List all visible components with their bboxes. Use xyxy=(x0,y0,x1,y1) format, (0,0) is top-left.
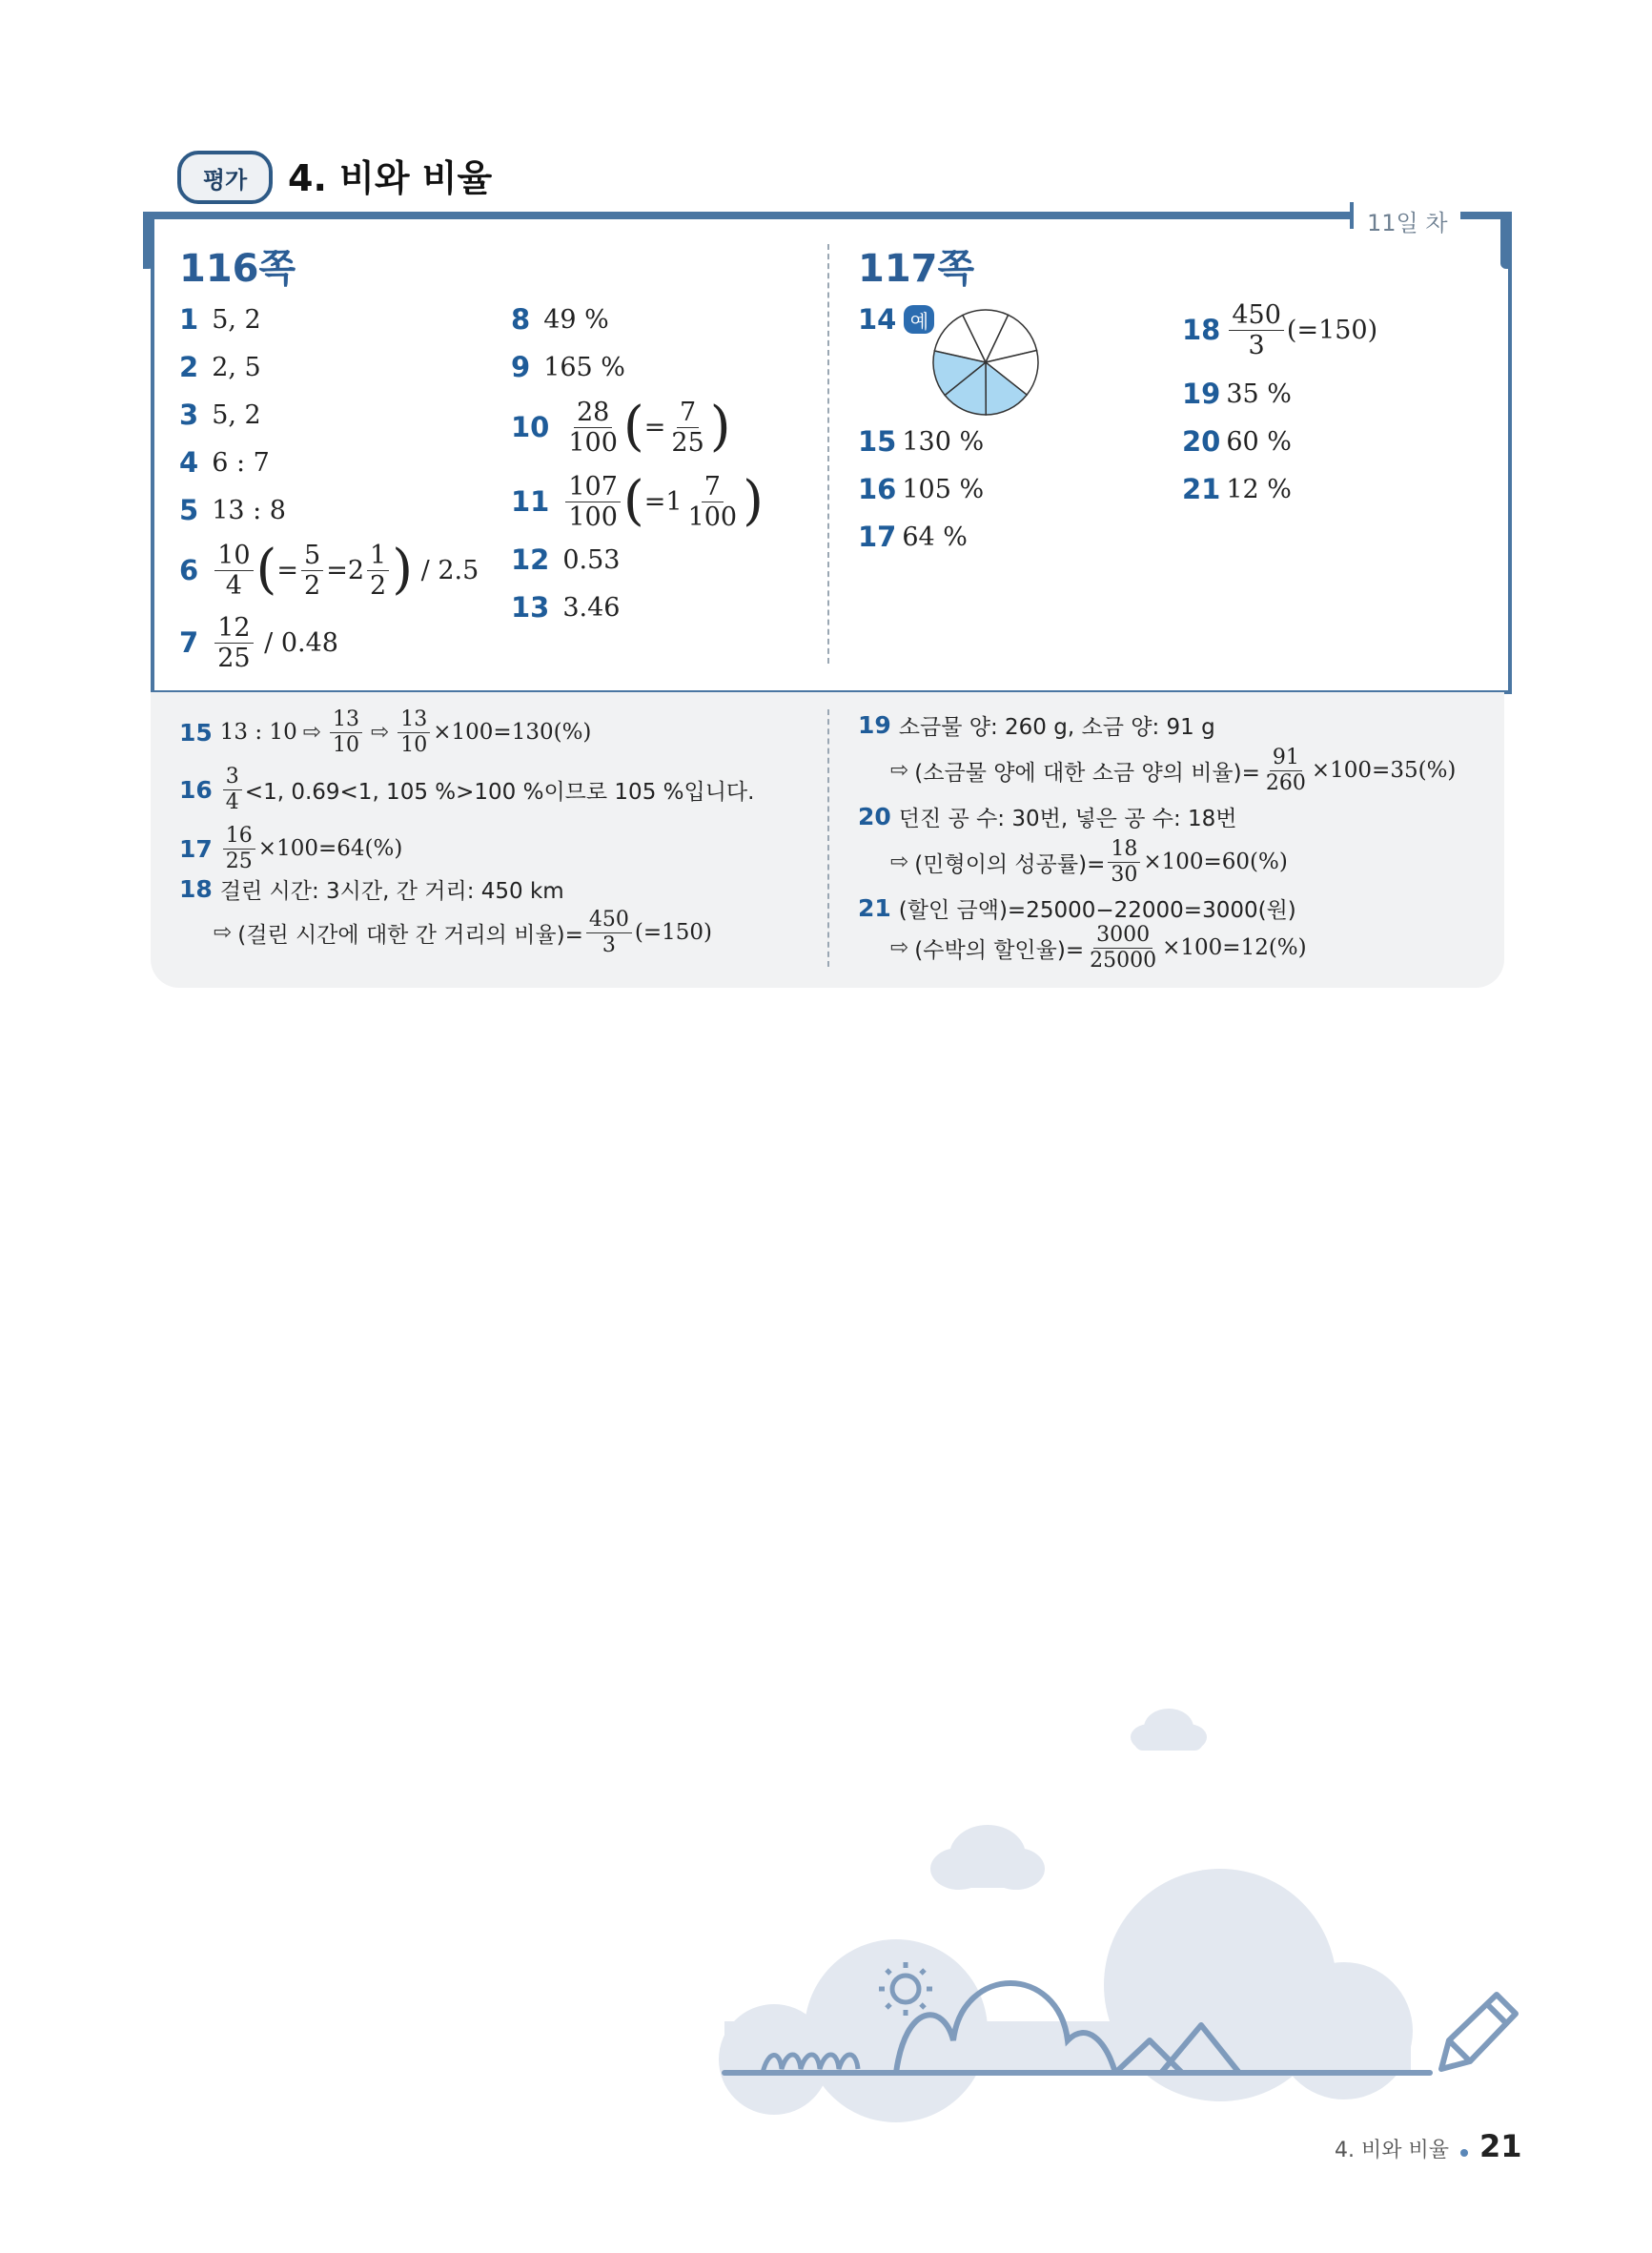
footer-bullet xyxy=(1460,2149,1468,2157)
solution-18-line1: 18 걸린 시간: 3시간, 간 거리: 450 km xyxy=(179,874,564,904)
answer-2: 2 2, 5 xyxy=(179,351,261,383)
pencil-icon xyxy=(1441,1995,1516,2069)
solution-20-line1: 20 던진 공 수: 30번, 넣은 공 수: 18번 xyxy=(858,802,1237,831)
page-heading-116: 116쪽 xyxy=(179,247,296,291)
answer-6: 6 $\frac{10}{4}$ ( = $\frac{5}{2}$ =2 $\frac{1}{2}$ ) / 2.5 xyxy=(179,539,479,601)
solution-15: 15 13 : 10 ⇨ $\frac{13}{10}$ ⇨ $\frac{13}{10}$ ×100=130(%) xyxy=(179,707,592,757)
page-number: 21 xyxy=(1479,2128,1522,2164)
solution-17: 17 $\frac{16}{25}$ ×100=64(%) xyxy=(179,823,403,873)
answer-13: 13 3.46 xyxy=(511,591,621,624)
answer-18: 18 $\frac{450}{3}$ (=150) xyxy=(1182,299,1378,360)
answer-17: 17 64 % xyxy=(858,521,968,553)
answer-7: 7 $\frac{12}{25}$ / 0.48 xyxy=(179,612,338,673)
answer-21: 21 12 % xyxy=(1182,473,1292,505)
answer-10: 10 $\frac{28}{100}$ ( = $\frac{7}{25}$ ) xyxy=(511,396,731,458)
answer-15: 15 130 % xyxy=(858,425,985,458)
solution-19-line1: 19 소금물 양: 260 g, 소금 양: 91 g xyxy=(858,710,1215,740)
answer-3: 3 5, 2 xyxy=(179,399,261,431)
answer-9: 9 165 % xyxy=(511,351,625,383)
hills-icon xyxy=(719,1869,1413,2122)
answer-5: 5 13 : 8 xyxy=(179,494,286,526)
cloud-small-icon xyxy=(1131,1709,1207,1751)
solution-19-line2: ⇨ (소금물 양에 대한 소금 양의 비율)= $\frac{91}{260}$ ×100=35(%) xyxy=(890,745,1457,795)
answer-16: 16 105 % xyxy=(858,473,985,505)
cloud-medium-icon xyxy=(930,1825,1045,1890)
solution-20-line2: ⇨ (민형이의 성공률)= $\frac{18}{30}$ ×100=60(%) xyxy=(890,836,1288,887)
answer-19: 19 35 % xyxy=(1182,378,1292,410)
footer-chapter: 4. 비와 비율 xyxy=(1335,2139,1449,2162)
example-badge: 예 xyxy=(904,305,934,334)
answer-8: 8 49 % xyxy=(511,303,609,336)
answer-14: 14 예 xyxy=(858,303,934,336)
page-heading-117: 117쪽 xyxy=(858,247,975,291)
answer-12: 12 0.53 xyxy=(511,543,621,576)
solution-18-line2: ⇨ (걸린 시간에 대한 간 거리의 비율)= $\frac{450}{3}$ (=150) xyxy=(214,907,713,957)
page-footer xyxy=(1335,2128,1522,2164)
answer-20: 20 60 % xyxy=(1182,425,1292,458)
answer-4: 4 6 : 7 xyxy=(179,446,270,479)
solution-16: 16 $\frac{3}{4}$ <1, 0.69<1, 105 %>100 %이므로 105 %입니다. xyxy=(179,764,755,814)
solution-21-line2: ⇨ (수박의 할인율)= $\frac{3000}{25000}$ ×100=12(%) xyxy=(890,922,1307,973)
day-label: 11일 차 xyxy=(1367,210,1448,236)
solution-21-line1: 21 (할인 금액)=25000−22000=3000(원) xyxy=(858,893,1296,923)
answer-11: 11 $\frac{107}{100}$ ( =1 $\frac{7}{100}$ ) xyxy=(511,470,764,532)
answer-1: 1 5, 2 xyxy=(179,303,261,336)
chapter-title: 4. 비와 비율 xyxy=(288,157,493,199)
evaluation-badge: 평가 xyxy=(177,151,273,204)
